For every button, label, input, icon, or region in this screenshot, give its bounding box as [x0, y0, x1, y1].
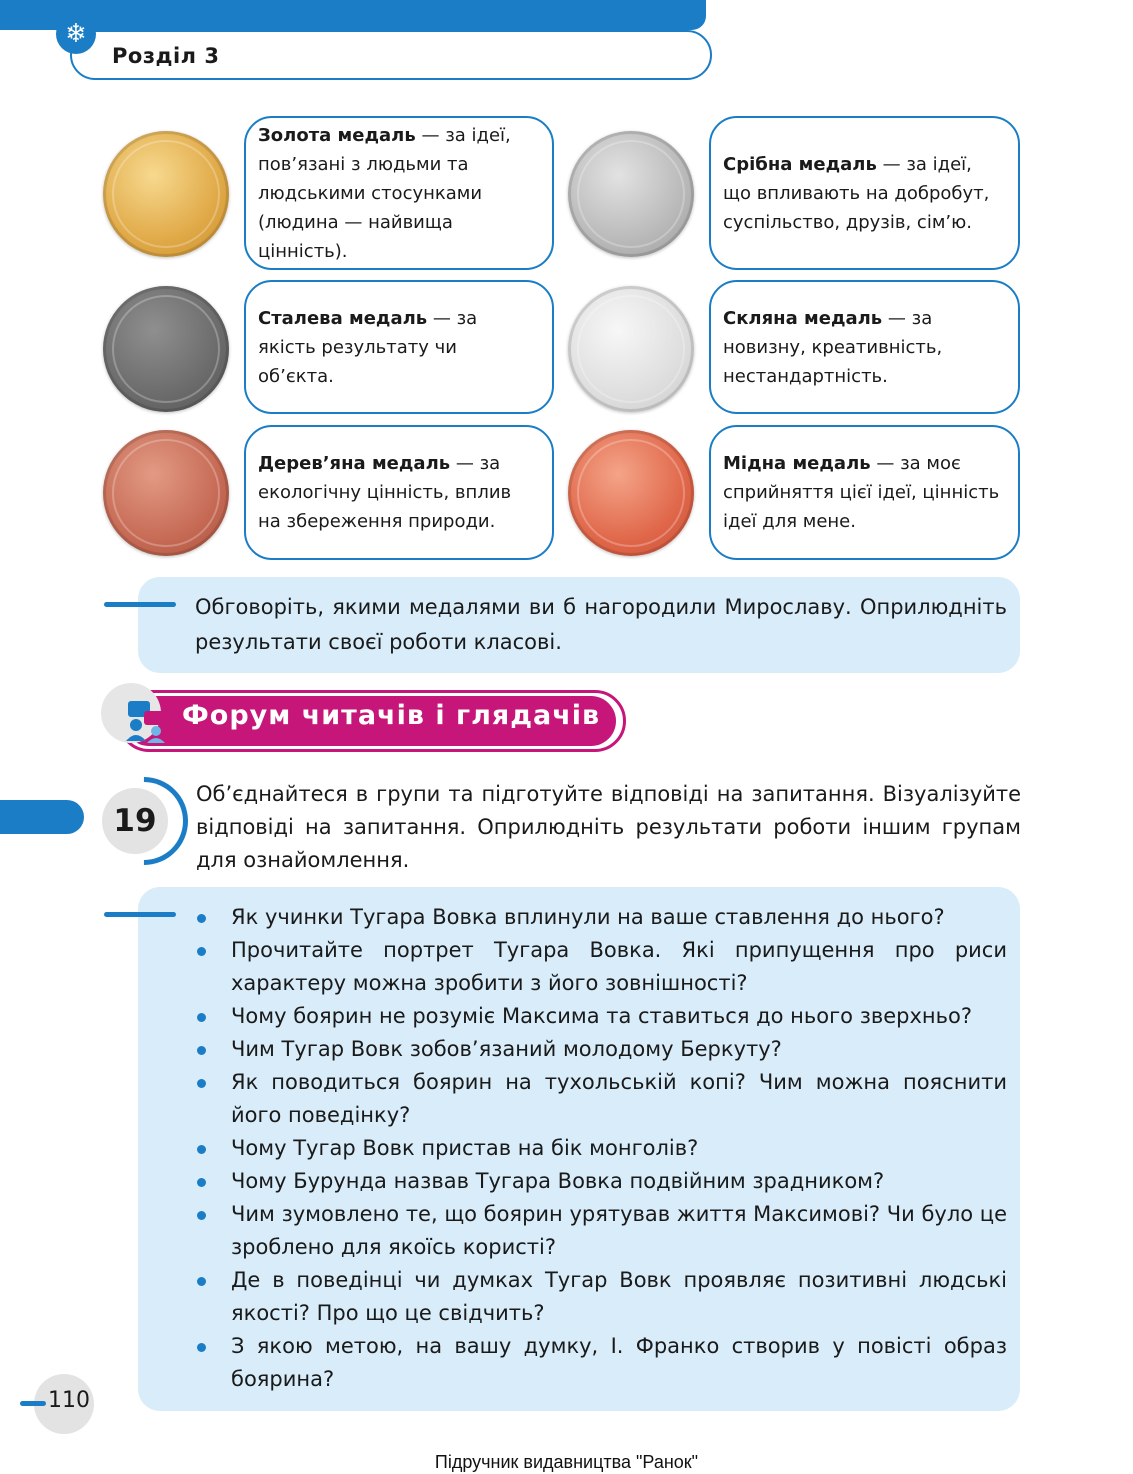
gold-medal-icon	[103, 131, 229, 257]
list-item: Прочитайте портрет Тугара Вовка. Які припущення про риси характеру можна зробити з його зовнішності?	[195, 934, 1007, 1000]
forum-title: Форум читачів і глядачів	[182, 700, 601, 731]
copper-medal-icon	[568, 430, 694, 556]
bullet-icon	[197, 1013, 206, 1022]
list-item: З якою метою, на вашу думку, І. Франко створив у повісті образ боярина?	[195, 1330, 1007, 1396]
medal-card-copper	[709, 425, 1020, 560]
list-item: Чому Тугар Вовк пристав на бік монголів?	[195, 1132, 1007, 1165]
readers-forum-icon	[122, 697, 168, 743]
discussion-text: Обговоріть, якими медалями ви б нагородили Мирославу. Оприлюдніть результати своєї роботи класові.	[195, 595, 1007, 654]
list-item: Чим Тугар Вовк зобов’язаний молодому Беркуту?	[195, 1033, 1007, 1066]
publisher-footer: Підручник видавництва "Ранок"	[434, 1452, 699, 1472]
questions-list	[195, 901, 1007, 1396]
medal-name: Скляна медаль	[723, 307, 883, 329]
medal-card-silver	[709, 116, 1020, 270]
bullet-icon	[197, 1178, 206, 1187]
medal-desc: — за ідеї, пов’язані з людьми та людськими стосунками (людина — найвища цінність).	[258, 124, 511, 262]
medal-desc: — за новизну, креативність, нестандартність.	[723, 307, 943, 387]
medal-desc: — за екологічну цінність, вплив на збереження природи.	[258, 453, 512, 532]
snowflake-icon: ❄	[56, 14, 96, 54]
medal-name: Сталева медаль	[258, 307, 428, 329]
medal-card-gold	[244, 116, 554, 270]
bullet-icon	[197, 1046, 206, 1055]
list-item: Чим зумовлено те, що боярин урятував життя Максимові? Чи було це зроблено для якоїсь користі?	[195, 1198, 1007, 1264]
section-title: Розділ 3	[112, 44, 220, 68]
glass-medal-icon	[568, 286, 694, 412]
medal-name: Мідна медаль	[723, 453, 871, 474]
medal-desc: — за моє сприйняття цієї ідеї, цінність ідеї для мене.	[723, 453, 1000, 532]
list-item: Як учинки Тугара Вовка вплинули на ваше ставлення до нього?	[195, 901, 1007, 934]
discussion-dash	[104, 602, 176, 607]
medal-card-wooden	[244, 425, 554, 560]
bullet-icon	[197, 1211, 206, 1220]
task-tab	[0, 800, 84, 834]
header-band	[0, 0, 706, 30]
bullet-icon	[197, 1079, 206, 1088]
bullet-icon	[197, 914, 206, 923]
bullet-icon	[197, 947, 206, 956]
bullet-icon	[197, 1343, 206, 1352]
page-number-dash	[20, 1401, 46, 1406]
steel-medal-icon	[103, 286, 229, 412]
wooden-medal-icon	[103, 430, 229, 556]
task-number: 19	[102, 788, 168, 854]
medal-name: Срібна медаль	[723, 153, 877, 175]
medal-desc: — за ідеї, що впливають на добробут, суспільство, друзів, сім’ю.	[723, 153, 990, 233]
questions-dash	[104, 912, 176, 917]
bullet-icon	[197, 1277, 206, 1286]
bullet-icon	[197, 1145, 206, 1154]
silver-medal-icon	[568, 131, 694, 257]
medal-card-steel	[244, 280, 554, 414]
page-number: 110	[48, 1388, 90, 1413]
medal-name: Золота медаль	[258, 124, 416, 146]
list-item: Чому Бурунда назвав Тугара Вовка подвійним зрадником?	[195, 1165, 1007, 1198]
list-item: Як поводиться боярин на тухольській копі? Чим можна пояснити його поведінку?	[195, 1066, 1007, 1132]
medal-name: Дерев’яна медаль	[258, 453, 451, 474]
medal-desc: — за якість результату чи об’єкта.	[258, 307, 478, 387]
task-text: Об’єднайтеся в групи та підготуйте відповіді на запитання. Візуалізуйте відповіді на запитання. Оприлюдніть результати роботи іншим групам для ознайомлення.	[196, 782, 1021, 872]
list-item: Де в поведінці чи думках Тугар Вовк проявляє позитивні людські якості? Про що це свідчить?	[195, 1264, 1007, 1330]
list-item: Чому боярин не розуміє Максима та ставиться до нього зверхньо?	[195, 1000, 1007, 1033]
medal-card-glass	[709, 280, 1020, 414]
